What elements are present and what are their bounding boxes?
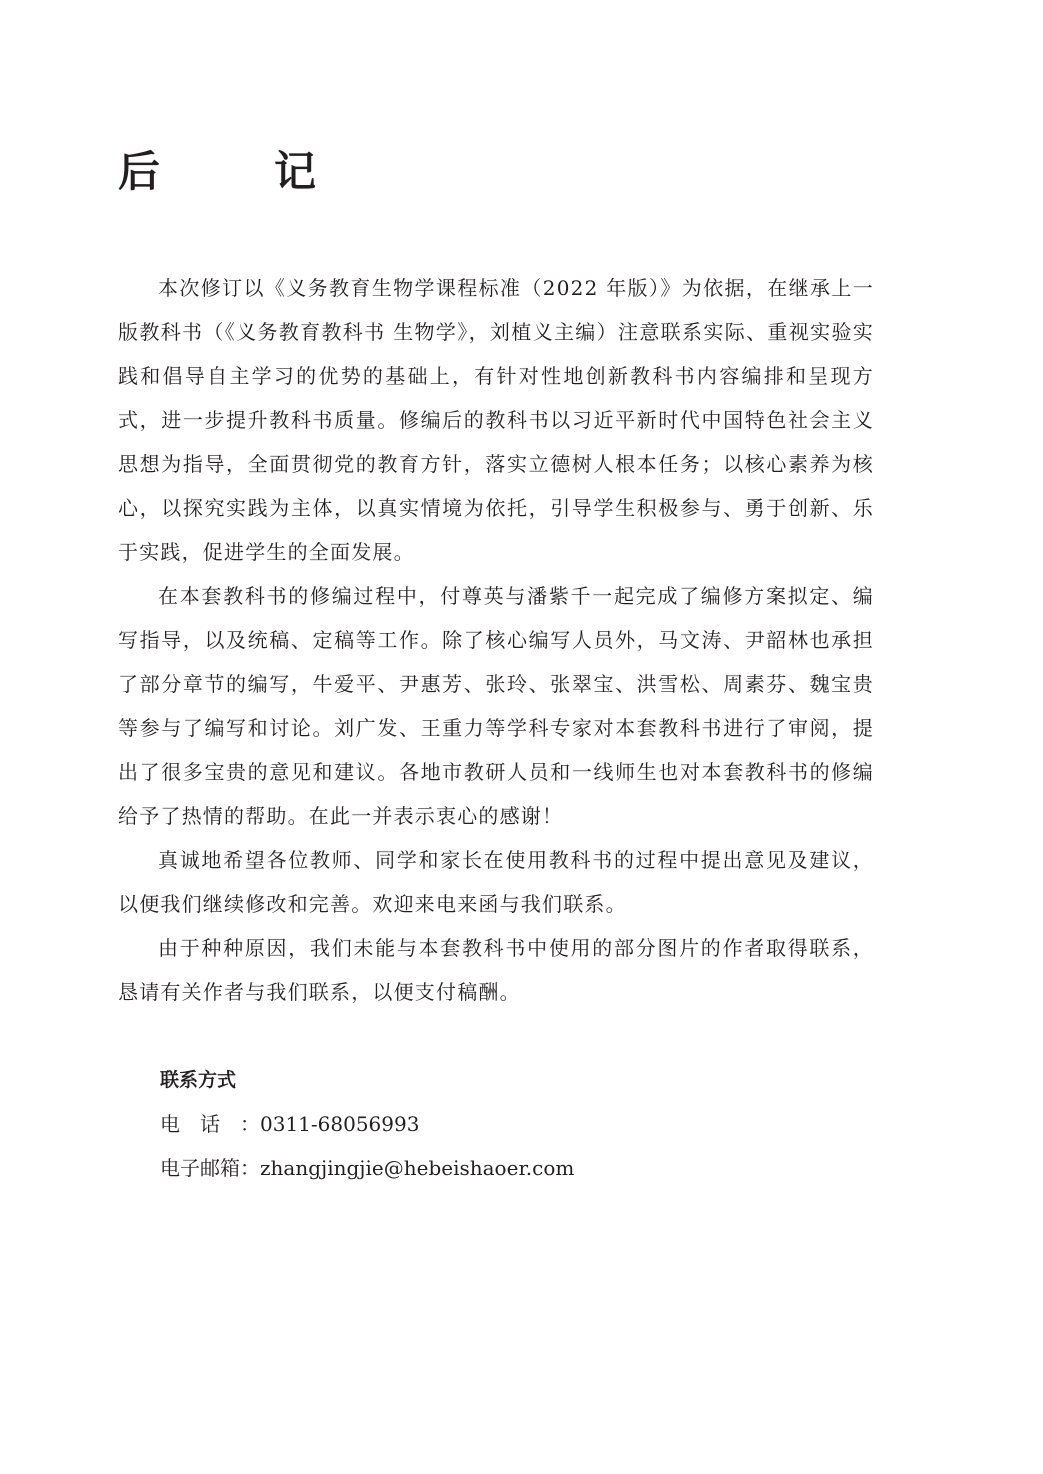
- paragraph-acknowledgements: 在本套教科书的修编过程中，付尊英与潘紫千一起完成了编修方案拟定、编写指导，以及统稿、定稿等工作。除了核心编写人员外，马文涛、尹韶林也承担了部分章节的编写，牛爱平、尹惠芳、张玲、张翠宝、洪雪松、周素芬、魏宝贵等参与了编写和讨论。刘广发、王重力等学科专家对本套教科书进行了审阅，提出了很多宝贵的意见和建议。各地市教研人员和一线师生也对本套教科书的修编给予了热情的帮助。在此一并表示衷心的感谢！: [118, 584, 874, 828]
- afterword-page: [118, 0, 878, 1474]
- email-row: [160, 1146, 860, 1190]
- paragraph-basis: 本次修订以《义务教育生物学课程标准（2022 年版）》为依据，在继承上一版教科书（《义务教育教科书 生物学》，刘植义主编）注意联系实际、重视实验实践和倡导自主学习的优势的基础上，有针对性地创新教科书内容编排和呈现方式，进一步提升教科书质量。修编后的教科书以习近平新时代中国特色社会主义思想为指导，全面贯彻党的教育方针，落实立德树人根本任务；以核心素养为核心，以探究实践为主体，以真实情境为依托，引导学生积极参与、勇于创新、乐于实践，促进学生的全面发展。: [118, 276, 874, 564]
- email-label: 电子邮箱：: [160, 1156, 260, 1180]
- phone-value: 0311-68056993: [260, 1112, 420, 1136]
- paragraph-image-credits: 由于种种原因，我们未能与本套教科书中使用的部分图片的作者取得联系，恳请有关作者与我们联系，以便支付稿酬。: [118, 936, 874, 1004]
- contact-heading: 联系方式: [160, 1069, 237, 1091]
- paragraph-feedback: 真诚地希望各位教师、同学和家长在使用教科书的过程中提出意见及建议，以便我们继续修改和完善。欢迎来电来函与我们联系。: [118, 848, 874, 916]
- phone-label: 电话：: [160, 1112, 260, 1136]
- page-title: 后 记: [118, 147, 353, 196]
- contact-section: [160, 1058, 860, 1190]
- afterword-body: [118, 266, 874, 1014]
- phone-row: [160, 1102, 860, 1146]
- email-value: zhangjingjie@hebeishaoer.com: [260, 1156, 575, 1180]
